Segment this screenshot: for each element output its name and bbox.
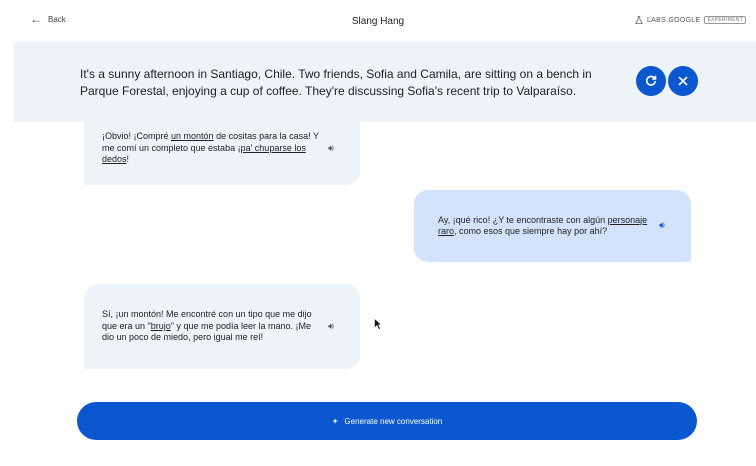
text-segment: , como esos que siempre hay por ahí?	[454, 226, 608, 236]
message-bubble-friend	[84, 284, 360, 369]
close-icon	[677, 75, 689, 87]
brand-label: LABS.GOOGLE	[646, 16, 701, 24]
experiment-badge: EXPERIMENT	[704, 16, 746, 24]
refresh-button[interactable]	[636, 66, 666, 96]
message-text	[102, 131, 324, 166]
speaker-icon[interactable]: 🔊︎	[659, 220, 665, 231]
speaker-icon[interactable]: 🔊︎	[328, 320, 334, 331]
scenario-banner	[14, 42, 756, 122]
text-segment: !	[126, 154, 130, 165]
flask-icon	[635, 16, 643, 24]
message-text	[438, 215, 655, 238]
sparkle-icon: ✦	[331, 416, 339, 426]
labs-brand[interactable]	[635, 16, 746, 24]
top-bar	[0, 0, 756, 42]
text-segment: Sí, ¡un montón! Me encontré con un tipo que me dijo que era un "	[102, 309, 312, 331]
text-segment: ¡Obvio! ¡Compré	[102, 131, 172, 142]
slang-term[interactable]: un montón	[171, 131, 214, 142]
refresh-icon	[644, 74, 658, 88]
slang-term[interactable]: brujo	[150, 320, 171, 331]
scenario-text: It's a sunny afternoon in Santiago, Chile. Two friends, Sofia and Camila, are sitting on a bench in Parque Forestal, enjoying a cup of coffee. They're discussing Sofia's recent trip to Valparaíso.	[80, 67, 592, 98]
speaker-icon[interactable]: 🔊︎	[328, 142, 334, 153]
mouse-cursor-icon	[374, 318, 382, 330]
close-button[interactable]	[668, 66, 698, 96]
generate-label: Generate new conversation	[344, 416, 443, 426]
slang-term[interactable]: personaje raro	[438, 214, 648, 236]
text-segment: " y que me podía leer la mano. ¡Me dio un poco de miedo, pero igual me reí!	[102, 320, 312, 343]
text-segment: Ay, ¡qué rico! ¿Y te encontraste con algún	[438, 214, 608, 225]
page-title: Slang Hang	[351, 16, 405, 27]
message-bubble-user	[414, 190, 691, 262]
text-segment: de cositas para la casa! Y me comí un completo que estaba	[102, 131, 319, 153]
message-text	[102, 309, 324, 344]
back-label: Back	[48, 14, 66, 24]
message-bubble-friend	[84, 112, 360, 185]
arrow-left-icon: ←	[30, 12, 42, 26]
generate-conversation-button[interactable]	[77, 402, 697, 440]
slang-term[interactable]: ¡pa' chuparse los dedos	[102, 142, 306, 165]
